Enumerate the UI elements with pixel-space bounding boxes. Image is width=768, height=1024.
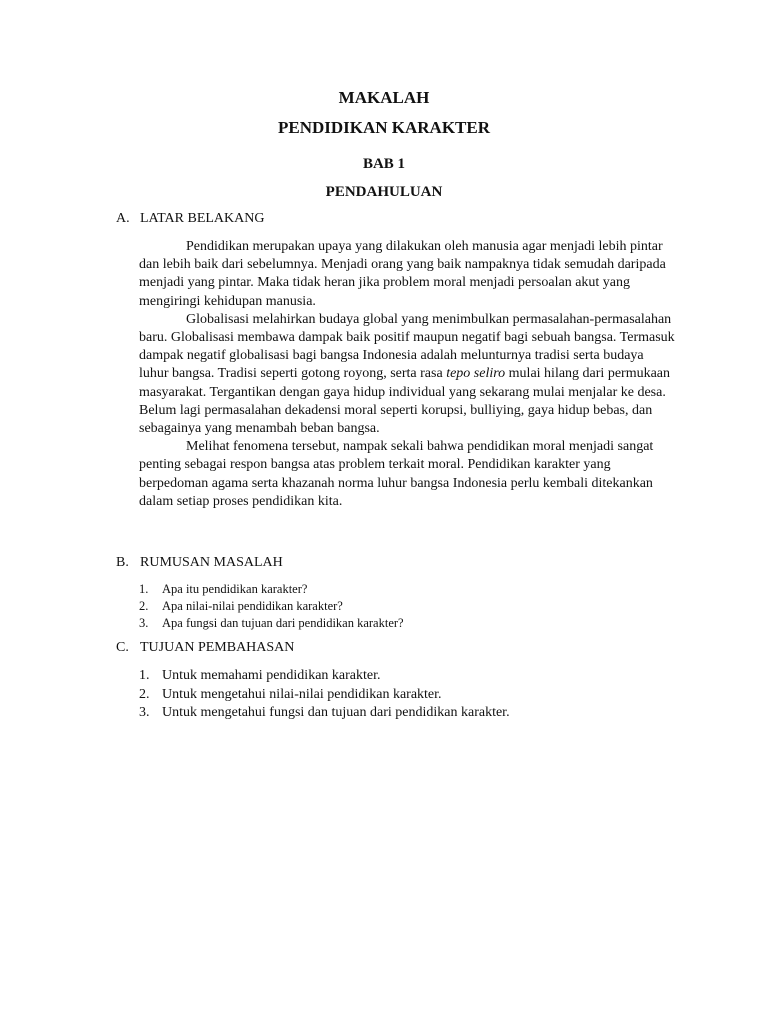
section-c-letter: C. (116, 640, 129, 655)
list-item (139, 686, 510, 705)
section-a-title: LATAR BELAKANG (140, 211, 265, 226)
list-text: Untuk memahami pendidikan karakter. (162, 668, 381, 683)
section-b-heading (116, 555, 283, 571)
section-a-letter: A. (116, 211, 130, 226)
chapter-title: PENDAHULUAN (325, 184, 443, 200)
list-number: 3. (139, 705, 150, 720)
section-b-letter: B. (116, 555, 129, 570)
list-number: 3. (139, 616, 149, 630)
list-item (139, 598, 404, 615)
section-b-title: RUMUSAN MASALAH (140, 555, 283, 570)
list-item (139, 704, 510, 723)
section-c-title: TUJUAN PEMBAHASAN (140, 640, 295, 655)
list-text: Apa fungsi dan tujuan dari pendidikan karakter? (162, 616, 404, 630)
section-b-list (139, 581, 404, 632)
paragraph-2 (139, 311, 675, 438)
section-a-body (139, 238, 675, 511)
list-text: Untuk mengetahui nilai-nilai pendidikan karakter. (162, 686, 442, 702)
paragraph-3: Melihat fenomena tersebut, nampak sekali bahwa pendidikan moral menjadi sangat penting sebagai respon bangsa atas problem terkait moral. Pendidikan karakter yang berpedoman agama serta khazanah norma luhur bangsa Indonesia perlu kembali ditekankan dalam setiap proses pendidikan kita. (139, 439, 654, 509)
list-text: Apa itu pendidikan karakter? (162, 582, 308, 596)
list-text: Apa nilai-nilai pendidikan karakter? (162, 599, 343, 613)
document-title: MAKALAH (338, 88, 430, 107)
paragraph-2-text-start: Globalisasi melahirkan budaya global yang menimbulkan permasalahan-permasalahan baru. Globalisasi membawa dampak baik positif maupun negatif bagi sebuah bangsa. Termasuk dampak negatif globalisasi bagi bangsa Indonesia adalah melunturnya tradisi serta budaya luhur bangsa. Tradisi seperti gotong royong, serta rasa (139, 311, 675, 382)
section-c-list (139, 667, 510, 723)
list-number: 1. (139, 582, 149, 596)
section-c-heading (116, 640, 294, 656)
list-number: 2. (139, 686, 150, 702)
list-item (139, 667, 510, 686)
list-item (139, 581, 404, 598)
list-item (139, 615, 404, 632)
section-a-heading (116, 211, 264, 227)
list-text: Untuk mengetahui fungsi dan tujuan dari pendidikan karakter. (162, 705, 510, 720)
list-number: 1. (139, 668, 150, 683)
chapter-number: BAB 1 (362, 156, 406, 172)
list-number: 2. (139, 599, 149, 613)
paragraph-2-italic-term: tepo seliro (446, 366, 506, 382)
paragraph-1: Pendidikan merupakan upaya yang dilakukan oleh manusia agar menjadi lebih pintar dan lebih baik dari sebelumnya. Menjadi orang yang baik nampaknya tidak semudah daripada menjadi yang pintar. Maka tidak heran jika problem moral menjadi persoalan akut yang mengiringi kehidupan manusia. (139, 239, 666, 309)
paragraph-2-text-end: mulai hilang dari permukaan masyarakat. Tergantikan dengan gaya hidup individual yang sekarang mulai menjalar ke desa. Belum lagi permasalahan dekadensi moral seperti korupsi, bulliying, gaya hidup bebas, dan sebagainya yang menambah beban bangsa. (139, 366, 671, 437)
document-subtitle: PENDIDIKAN KARAKTER (277, 118, 491, 137)
